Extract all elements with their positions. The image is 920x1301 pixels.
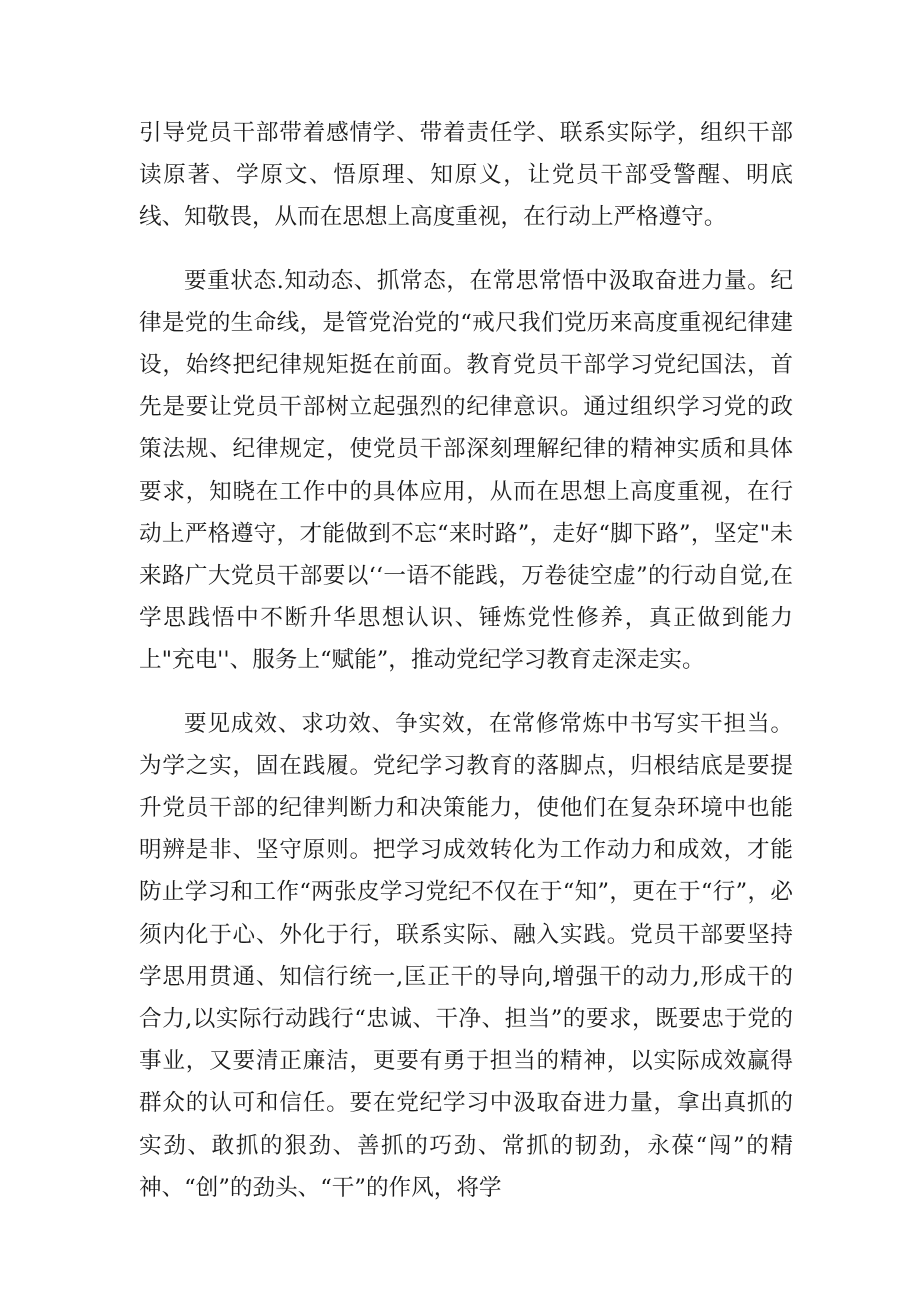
paragraph-2: 要重状态.知动态、抓常态，在常思常悟中汲取奋进力量。纪律是党的生命线，是管党治党的“戒尺我们党历来高度重视纪律建设，始终把纪律规矩挺在前面。教育党员干部学习党纪国法，首先是要让党员干部树立起强烈的纪律意识。通过组织学习党的政策法规、纪律规定，使党员干部深刻理解纪律的精神实质和具体要求，知晓在工作中的具体应用，从而在思想上高度重视，在行动上严格遵守，才能做到不忘“来时路”，走好“脚下路”，坚定"未来路广大党员干部要以‘‘一语不能践，万卷徒空虚”的行动自觉,在学思践悟中不断升华思想认识、锤炼党性修养，真正做到能力上"充电''、服务上“赋能”，推动党纪学习教育走深走实。: [139, 267, 793, 674]
paragraph-1: 引导党员干部带着感情学、带着责任学、联系实际学，组织干部读原著、学原文、悟原理、知原义，让党员干部受警醒、明底线、知敬畏，从而在思想上高度重视，在行动上严格遵守。: [139, 120, 793, 231]
document-body: [139, 112, 793, 1209]
paragraph-3: 要见成效、求功效、争实效，在常修常炼中书写实干担当。为学之实，固在践履。党纪学习教育的落脚点，归根结底是要提升党员干部的纪律判断力和决策能力，使他们在复杂环境中也能明辨是非、坚守原则。把学习成效转化为工作动力和成效，才能防止学习和工作“两张皮学习党纪不仅在于“知”，更在于“行”，必须内化于心、外化于行，联系实际、融入实践。党员干部要坚持学思用贯通、知信行统一,匡正干的导向,增强干的动力,形成干的合力,以实际行动践行“忠诚、干净、担当”的要求，既要忠于党的事业，又要清正廉洁，更要有勇于担当的精神，以实际成效赢得群众的认可和信任。要在党纪学习中汲取奋进力量，拿出真抓的实劲、敢抓的狠劲、善抓的巧劲、常抓的韧劲，永葆“闯”的精神、“创”的劲头、“干”的作风，将学: [139, 710, 793, 1201]
